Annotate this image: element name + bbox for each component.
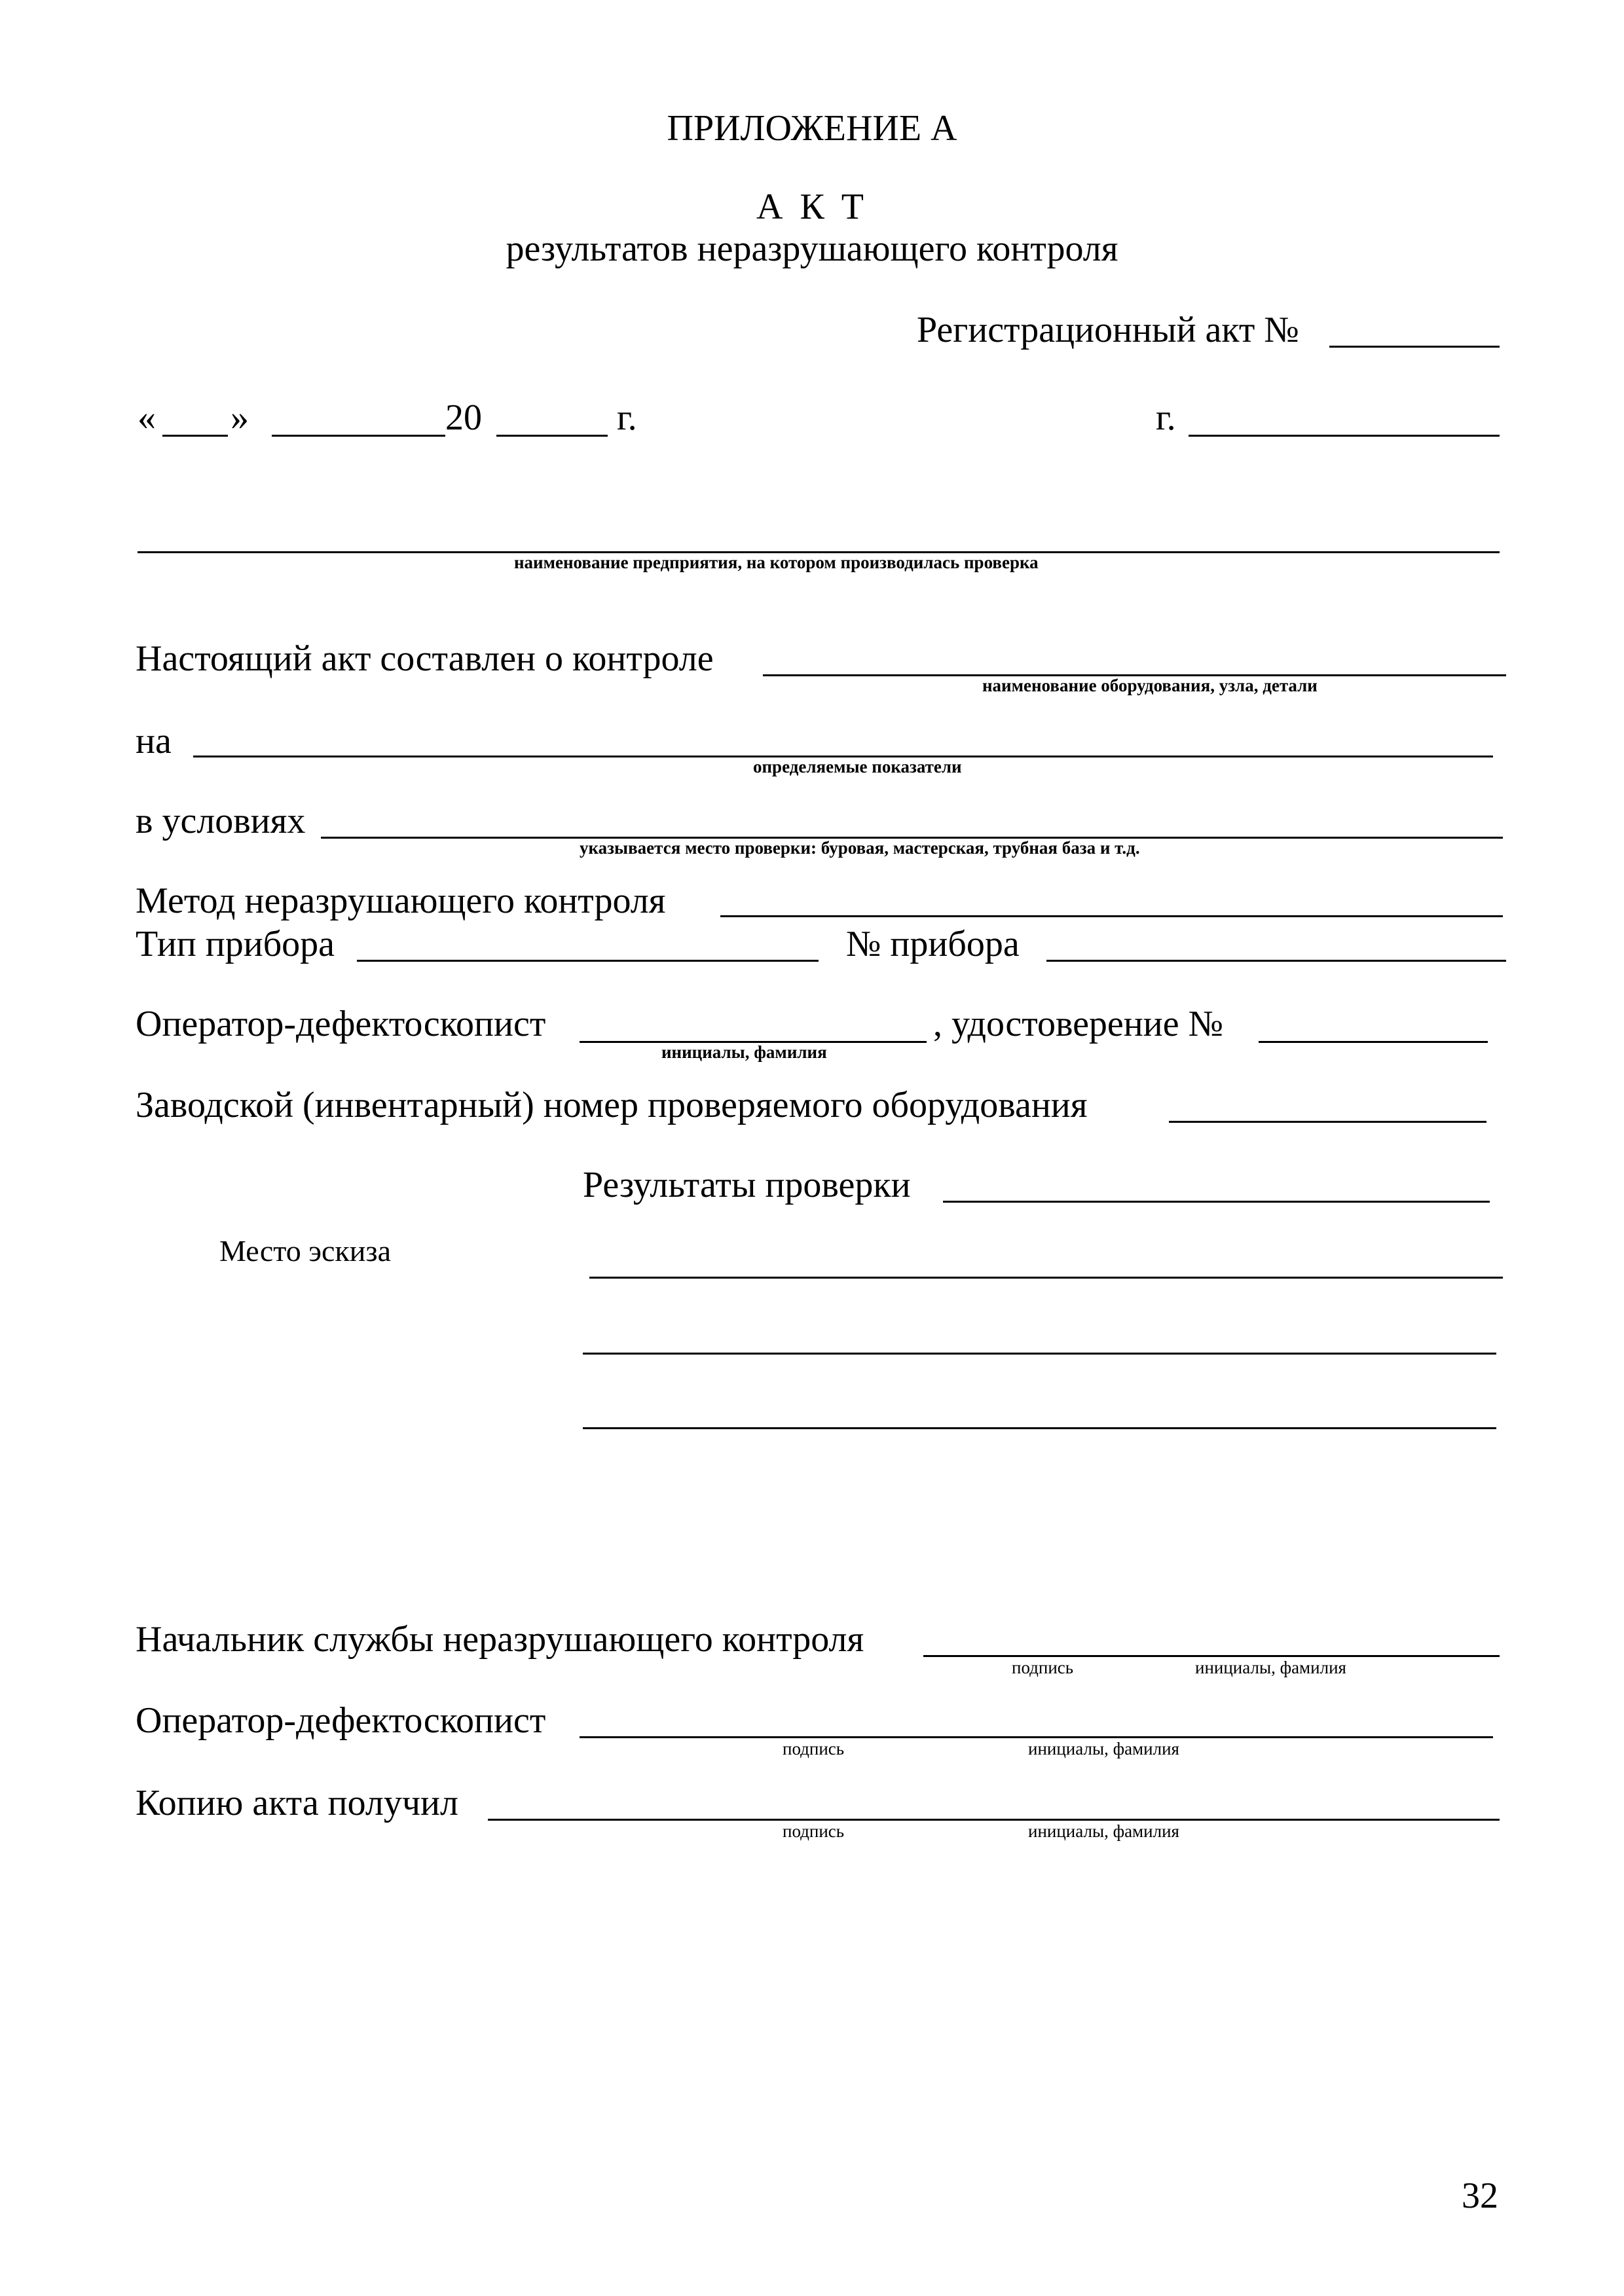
- year-field[interactable]: [496, 435, 608, 437]
- copy-name-caption: инициалы, фамилия: [1028, 1821, 1179, 1841]
- quote-open: «: [138, 397, 156, 438]
- device-number-field[interactable]: [1046, 960, 1506, 962]
- operator-sign-caption: подпись: [783, 1739, 845, 1758]
- results-label: Результаты проверки: [583, 1165, 911, 1205]
- method-field[interactable]: [720, 915, 1503, 917]
- enterprise-caption: наименование предприятия, на котором производилась проверка: [514, 553, 1039, 572]
- month-field[interactable]: [272, 435, 445, 437]
- page-number: 32: [1462, 2176, 1498, 2216]
- method-label: Метод неразрушающего контроля: [136, 881, 666, 921]
- operator-sign-label: Оператор-дефектоскопист: [136, 1700, 546, 1741]
- city-prefix: г.: [1156, 397, 1176, 438]
- copy-sign-caption: подпись: [783, 1821, 845, 1841]
- copy-received-label: Копию акта получил: [136, 1783, 458, 1823]
- quote-close: »: [231, 397, 249, 438]
- copy-signature-field[interactable]: [488, 1819, 1500, 1821]
- results-line-3[interactable]: [583, 1427, 1496, 1429]
- device-type-label: Тип прибора: [136, 924, 335, 964]
- act-subtitle: результатов неразрушающего контроля: [506, 228, 1118, 269]
- conditions-caption: указывается место проверки: буровая, мастерская, трубная база и т.д.: [580, 838, 1140, 858]
- operator-caption: инициалы, фамилия: [661, 1042, 827, 1062]
- results-field[interactable]: [943, 1201, 1490, 1203]
- operator-label: Оператор-дефектоскопист: [136, 1004, 546, 1044]
- device-number-label: № прибора: [846, 924, 1020, 964]
- device-type-field[interactable]: [357, 960, 819, 962]
- conditions-label: в условиях: [136, 801, 306, 841]
- operator-name-caption: инициалы, фамилия: [1028, 1739, 1179, 1758]
- chief-sign-caption: подпись: [1012, 1658, 1074, 1677]
- act-title: А К Т: [756, 187, 868, 227]
- on-caption: определяемые показатели: [753, 757, 962, 776]
- year-prefix: 20: [445, 397, 482, 438]
- serial-label: Заводской (инвентарный) номер проверяемого оборудования: [136, 1085, 1088, 1125]
- on-label: на: [136, 721, 172, 761]
- certificate-label: , удостоверение №: [933, 1004, 1223, 1044]
- day-field[interactable]: [162, 435, 228, 437]
- city-field[interactable]: [1189, 435, 1500, 437]
- operator-signature-field[interactable]: [580, 1736, 1493, 1738]
- chief-name-caption: инициалы, фамилия: [1195, 1658, 1346, 1677]
- year-suffix: г.: [617, 397, 637, 438]
- results-line-1[interactable]: [589, 1277, 1503, 1279]
- appendix-heading: ПРИЛОЖЕНИЕ А: [667, 108, 957, 149]
- serial-field[interactable]: [1169, 1121, 1486, 1123]
- certificate-field[interactable]: [1259, 1041, 1488, 1043]
- chief-signature-field[interactable]: [923, 1655, 1500, 1657]
- chief-label: Начальник службы неразрушающего контроля: [136, 1619, 864, 1660]
- control-caption: наименование оборудования, узла, детали: [982, 676, 1318, 695]
- registration-label: Регистрационный акт №: [917, 310, 1299, 350]
- registration-number-field[interactable]: [1329, 346, 1500, 348]
- control-label: Настоящий акт составлен о контроле: [136, 638, 714, 679]
- results-line-2[interactable]: [583, 1353, 1496, 1355]
- sketch-area-label: Место эскиза: [219, 1234, 391, 1267]
